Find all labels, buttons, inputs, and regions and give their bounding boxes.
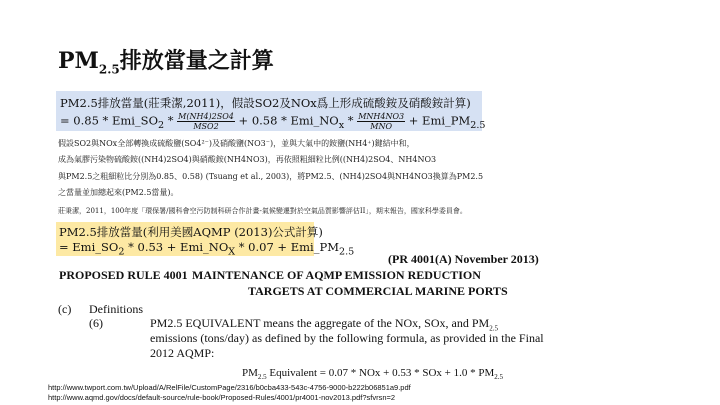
formula-box — [56, 91, 486, 131]
section-heading: Definitions — [89, 302, 143, 316]
slide-title: $PM_{2.5}$排放當量之計算 — [58, 48, 274, 77]
rule-title-line-1: MAINTENANCE OF AQMP EMISSION REDUCTION — [192, 268, 481, 282]
formula-equation: = $0.85 * Emi\_SO_2$ * $\frac{M(NH4)2SO4}{\text{MSO2}}$ + $0.58 * Emi\_NO_x$ * $\frac{\text{MNH4NO3}}{\text{MNO}}$ + $Emi\_PM_{2.5}$ — [60, 112, 486, 131]
note-line: 假設SO2與NOx全部轉換成硫酸鹽(SO4²⁻)及硝酸鹽(NO3⁻)，並與大氣中的銨鹽(NH4⁺)鍵結中和， — [58, 139, 415, 148]
reference-citation: 莊秉潔，2011，100年度「環保署/國科會空污防制科研合作計畫-氣候變遷對於空氣品質影響評估II」，期末報告，國家科學委員會。 — [58, 207, 467, 215]
formula-heading: PM2.5排放當量(莊秉潔,2011)，假設SO2及NOx爲上形成硫酸銨及硝酸銨計算) — [60, 96, 471, 110]
definition-line: 2012 AQMP: — [150, 346, 215, 360]
rule-title-line-2: TARGETS AT COMMERCIAL MARINE PORTS — [248, 284, 508, 298]
aqmp-equation: = $Emi\_SO_2 * 0.53$ + $Emi\_NO_X * 0.07$ + $Emi\_PM_{2.5}$ — [59, 240, 355, 258]
aqmp-formula-box — [56, 222, 355, 258]
note-line: 與PM2.5之粗細粒比分別為0.85、0.58) (Tsuang et al., 2003)，將PM2.5、(NH4)2SO4與NH4NO3換算為PM2.5 — [58, 172, 484, 181]
definition-line: emissions (tons/day) as defined by the following formula, as provided in the Final — [150, 331, 544, 345]
definition-line: PM2.5 EQUIVALENT means the aggregate of the NOx, SOx, and $PM_{2.5}$ — [150, 316, 498, 333]
source-url-link[interactable]: http://www.aqmd.gov/docs/default-source/rule-book/Proposed-Rules/4001/pr4001-nov2013.pdf?sfvrsn=2 — [48, 393, 396, 402]
molar-ratio-sulfate: $\frac{M(NH4)2SO4}{\text{MSO2}}$ — [178, 112, 234, 131]
note-line: 成為氣膠污染物硫酸銨((NH4)2SO4)與硝酸銨(NH4NO3)，再依照粗細粒比例((NH4)2SO4、NH4NO3 — [58, 155, 437, 164]
aqmp-heading: PM2.5排放當量(利用美國AQMP (2013)公式計算) — [59, 225, 323, 239]
document-reference: (PR 4001(A) November 2013) — [388, 252, 539, 266]
section-label: (c) — [58, 302, 72, 316]
pm25-equivalent-equation: $PM_{2.5}$ Equivalent = 0.07 * NOx + 0.53 * SOx + $1.0 * PM_{2.5}$ — [242, 367, 504, 382]
source-url-link[interactable]: http://www.twport.com.tw/Upload/A/RelFile/CustomPage/2316/b0cba433-543c-4756-9000-b222b06851a9.pdf — [48, 383, 411, 392]
rule-id: PROPOSED RULE 4001 — [59, 268, 188, 282]
molar-ratio-nitrate: $\frac{\text{MNH4NO3}}{\text{MNO}}$ — [358, 112, 405, 131]
note-line: 之當量並加總起來(PM2.5當量)。 — [58, 188, 179, 197]
paragraph-number: (6) — [89, 316, 103, 330]
